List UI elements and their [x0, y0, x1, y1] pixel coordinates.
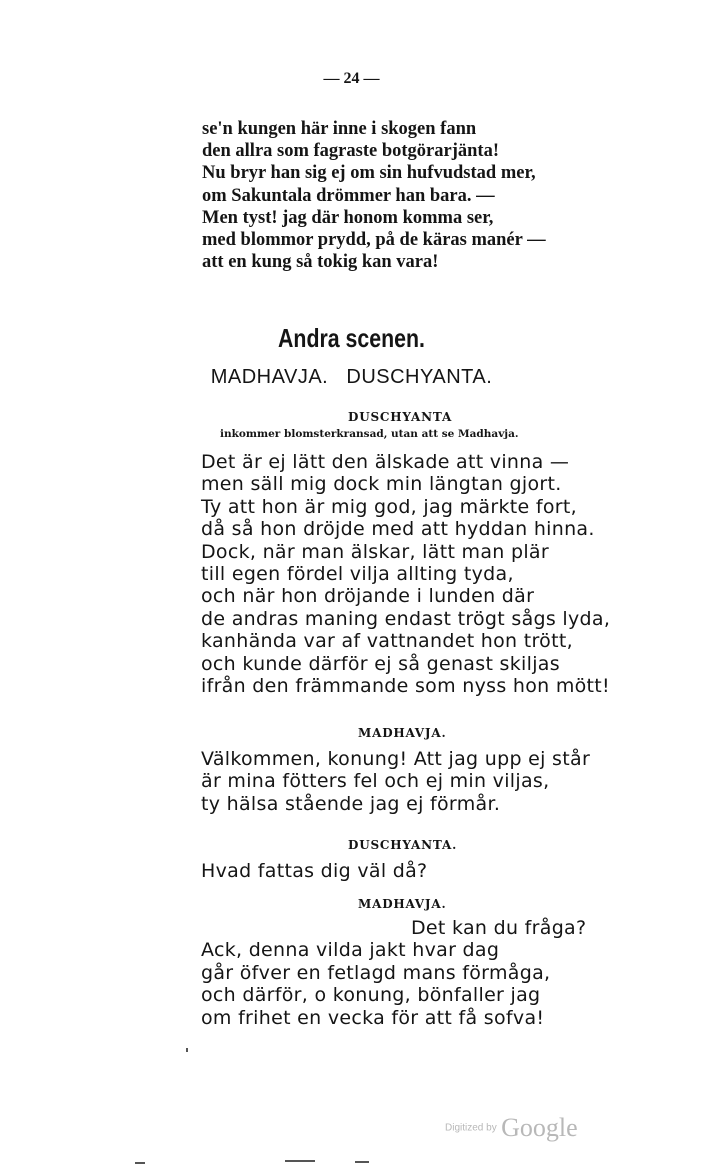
speech-madhavja-2	[201, 917, 661, 1029]
dialogue-line: kanhända var af vattnandet hon trött,	[201, 630, 573, 653]
verse-line: om Sakuntala drömmer han bara. —	[202, 185, 495, 206]
dialogue-line: om frihet en vecka för att få sofva!	[201, 1006, 545, 1029]
dialogue-line: ifrån den främmande som nyss hon mött!	[201, 674, 610, 697]
dialogue-line: Det kan du fråga?	[411, 917, 587, 939]
character-list: MADHAVJA. DUSCHYANTA.	[210, 366, 493, 388]
dialogue-line: till egen fördel vilja allting tyda,	[201, 562, 514, 585]
dialogue-line: då så hon dröjde med att hyddan hinna.	[201, 518, 595, 541]
scan-mark	[285, 1160, 315, 1162]
speaker-madhavja: MADHAVJA.	[358, 897, 447, 911]
dialogue-line: Dock, när man älskar, lätt man plär	[201, 540, 549, 563]
speaker-duschyanta: DUSCHYANTA	[348, 410, 453, 424]
scene-title: Andra scenen.	[278, 323, 425, 353]
dialogue-line: ty hälsa stående jag ej förmår.	[201, 792, 501, 815]
verse-line: att en kung så tokig kan vara!	[202, 252, 439, 273]
dialogue-line: Ack, denna vilda jakt hvar dag	[201, 939, 500, 962]
dialogue-line: går öfver en fetlagd mans förmåga,	[201, 961, 551, 984]
verse-line: Men tyst! jag där honom komma ser,	[202, 207, 494, 228]
stage-direction: inkommer blomsterkransad, utan att se Madhavja.	[220, 428, 519, 440]
verse-line: Nu bryr han sig ej om sin hufvudstad mer,	[202, 163, 536, 184]
dialogue-line: Hvad fattas dig väl då?	[201, 860, 428, 882]
page-number: — 24 —	[323, 70, 380, 87]
verse-top	[202, 118, 642, 273]
verse-line: med blommor prydd, på de käras manér —	[202, 229, 546, 250]
dialogue-line: är mina fötters fel och ej min viljas,	[201, 770, 550, 793]
dialogue-line: Välkommen, konung! Att jag upp ej står	[201, 748, 591, 770]
scan-mark	[355, 1161, 369, 1163]
google-watermark	[445, 1113, 578, 1143]
dialogue-line: de andras maning endast trögt sågs lyda,	[201, 607, 611, 630]
speaker-duschyanta: DUSCHYANTA.	[348, 838, 458, 852]
watermark-logo-text: Google	[501, 1113, 578, 1142]
dialogue-line: Det är ej lätt den älskade att vinna —	[201, 451, 570, 473]
speech-duschyanta-1	[201, 451, 661, 697]
speech-madhavja-1	[201, 748, 661, 815]
dialogue-line: men säll mig dock min längtan gjort.	[201, 473, 562, 496]
verse-line: den allra som fagraste botgörarjänta!	[202, 141, 499, 162]
dialogue-line: Ty att hon är mig god, jag märkte fort,	[201, 495, 577, 518]
speech-duschyanta-2	[201, 860, 661, 882]
dialogue-line: och därför, o konung, bönfaller jag	[201, 984, 541, 1007]
speaker-madhavja: MADHAVJA.	[358, 726, 447, 740]
verse-line: se'n kungen här inne i skogen fann	[202, 119, 477, 139]
watermark-small-text: Digitized by	[445, 1122, 497, 1134]
scan-mark	[135, 1162, 145, 1164]
dialogue-line: och kunde därför ej så genast skiljas	[201, 652, 560, 675]
scan-mark	[186, 1048, 188, 1052]
dialogue-line: och när hon dröjande i lunden där	[201, 585, 535, 608]
